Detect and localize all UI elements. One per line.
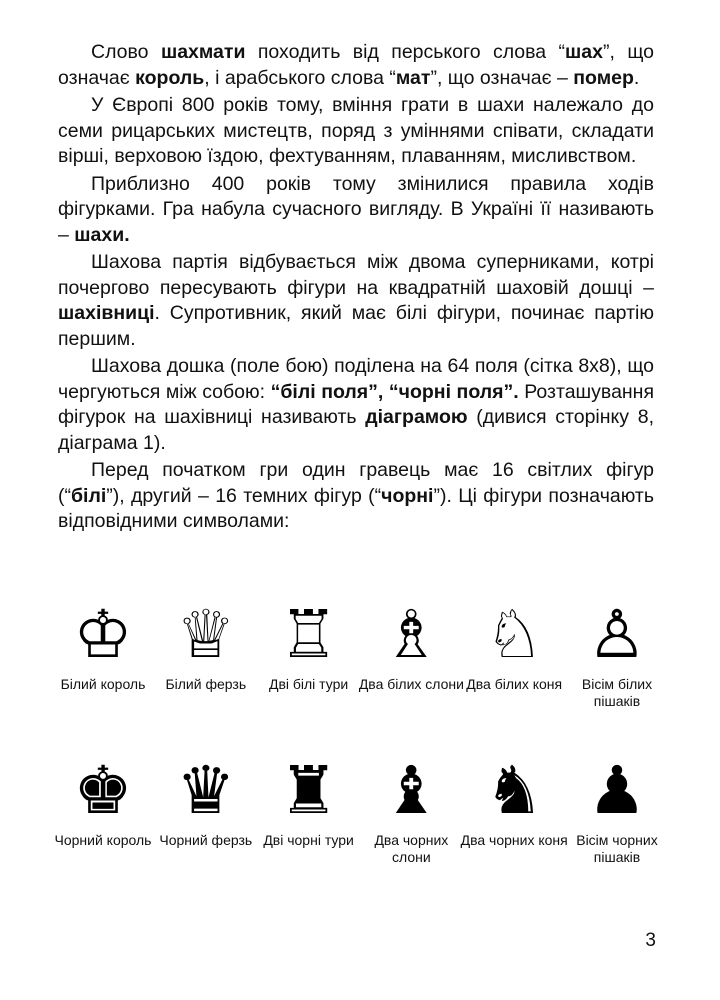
text-run: ”), другий – 16 темних фігур (“ [106, 484, 382, 507]
black-knight-icon: ♞ [484, 752, 544, 829]
piece-item [52, 752, 154, 866]
black-bishop-icon: ♝ [381, 752, 441, 829]
text-run: Слово [91, 41, 161, 63]
white-rook-icon: ♖ [279, 596, 339, 673]
text-run: Приблизно 400 років тому змінилися правила ходів фігурками. Гра набула сучасного вигляду. В Україні її називають – [58, 172, 654, 246]
piece-label: Чорний ферзь [159, 832, 253, 848]
black-queen-icon: ♛ [176, 752, 236, 829]
piece-item [566, 596, 668, 710]
piece-label: Дві чорні тури [263, 832, 354, 848]
piece-item [463, 596, 565, 710]
text-run: ”, що означає [58, 41, 654, 89]
text-run: ”). Ці фігури позначають відповідними символами: [58, 484, 654, 532]
paragraph [58, 354, 654, 456]
bold-term: “білі поля”, “чорні поля”. [270, 380, 519, 403]
piece-label: Два чорних слони [374, 832, 449, 865]
text-run: походить від перського слова “ [245, 41, 566, 63]
piece-label: Чорний король [54, 832, 152, 848]
bold-term: мат [395, 66, 431, 89]
text-run: . Супротивник, який має білі фігури, починає партію першим. [58, 302, 654, 350]
piece-item [360, 752, 462, 866]
bold-term: шахівниці [58, 302, 155, 324]
text-run: Шахова партія відбувається між двома суперниками, котрі почергово пересувають фігури на квадратній шаховій дошці – [58, 251, 654, 299]
text-run: Перед початком гри один гравець має 16 світлих фігур (“ [58, 459, 654, 507]
piece-item [358, 596, 464, 710]
piece-label: Два білих коня [466, 676, 563, 692]
black-pawn-icon: ♟ [587, 752, 647, 829]
piece-label: Два чорних коня [460, 832, 568, 848]
piece-label: Білий ферзь [165, 676, 247, 692]
white-queen-icon: ♕ [176, 596, 236, 673]
piece-item [155, 752, 257, 866]
bold-term: помер [573, 66, 634, 89]
bold-term: білі [71, 484, 107, 507]
piece-item [460, 752, 568, 866]
piece-item [258, 752, 360, 866]
bold-term: шахмати [160, 41, 246, 63]
piece-label: Вісім чорних пішаків [576, 832, 658, 865]
piece-label: Два білих слони [358, 676, 464, 692]
piece-item [155, 596, 257, 710]
white-pawn-icon: ♙ [587, 596, 647, 673]
text-run: У Європі 800 років тому, вміння грати в шахи належало до семи рицарських мистецтв, поряд з уміннями співати, складати вірші, верховою їздою, фехтуванням, плаванням, мисливством. [58, 94, 654, 167]
piece-label: Білий король [60, 676, 146, 692]
text-run: Розташування фігурок на шахівниці називають [58, 380, 655, 428]
white-king-icon: ♔ [73, 596, 133, 673]
text-run: (дивися сторінку 8, діаграма 1). [58, 406, 654, 454]
white-bishop-icon: ♗ [381, 596, 441, 673]
piece-item [566, 752, 668, 866]
paragraph [58, 93, 654, 170]
piece-item [258, 596, 360, 710]
black-pieces-row [52, 752, 668, 866]
bold-term: чорні [381, 484, 434, 507]
piece-item [52, 596, 154, 710]
text-run: Шахова дошка (поле бою) поділена на 64 поля (сітка 8х8), що чергуються між собою: [58, 355, 654, 403]
white-knight-icon: ♘ [484, 596, 544, 673]
black-king-icon: ♚ [73, 752, 133, 829]
paragraph [58, 458, 654, 535]
piece-label: Вісім білих пішаків [581, 676, 653, 709]
paragraph [58, 172, 654, 249]
bold-term: король [135, 66, 205, 89]
text-run: ”, що означає – [430, 66, 574, 89]
bold-term: шахи. [74, 223, 130, 246]
piece-label: Дві білі тури [268, 676, 349, 692]
text-run: , і арабського слова “ [204, 66, 396, 89]
white-pieces-row [52, 596, 668, 710]
page-number: 3 [645, 930, 656, 951]
body-text [58, 40, 654, 537]
bold-term: діаграмою [365, 406, 468, 428]
text-run: . [633, 66, 640, 89]
bold-term: шах [565, 41, 603, 63]
paragraph [58, 250, 654, 352]
black-rook-icon: ♜ [279, 752, 339, 829]
paragraph [58, 40, 654, 91]
